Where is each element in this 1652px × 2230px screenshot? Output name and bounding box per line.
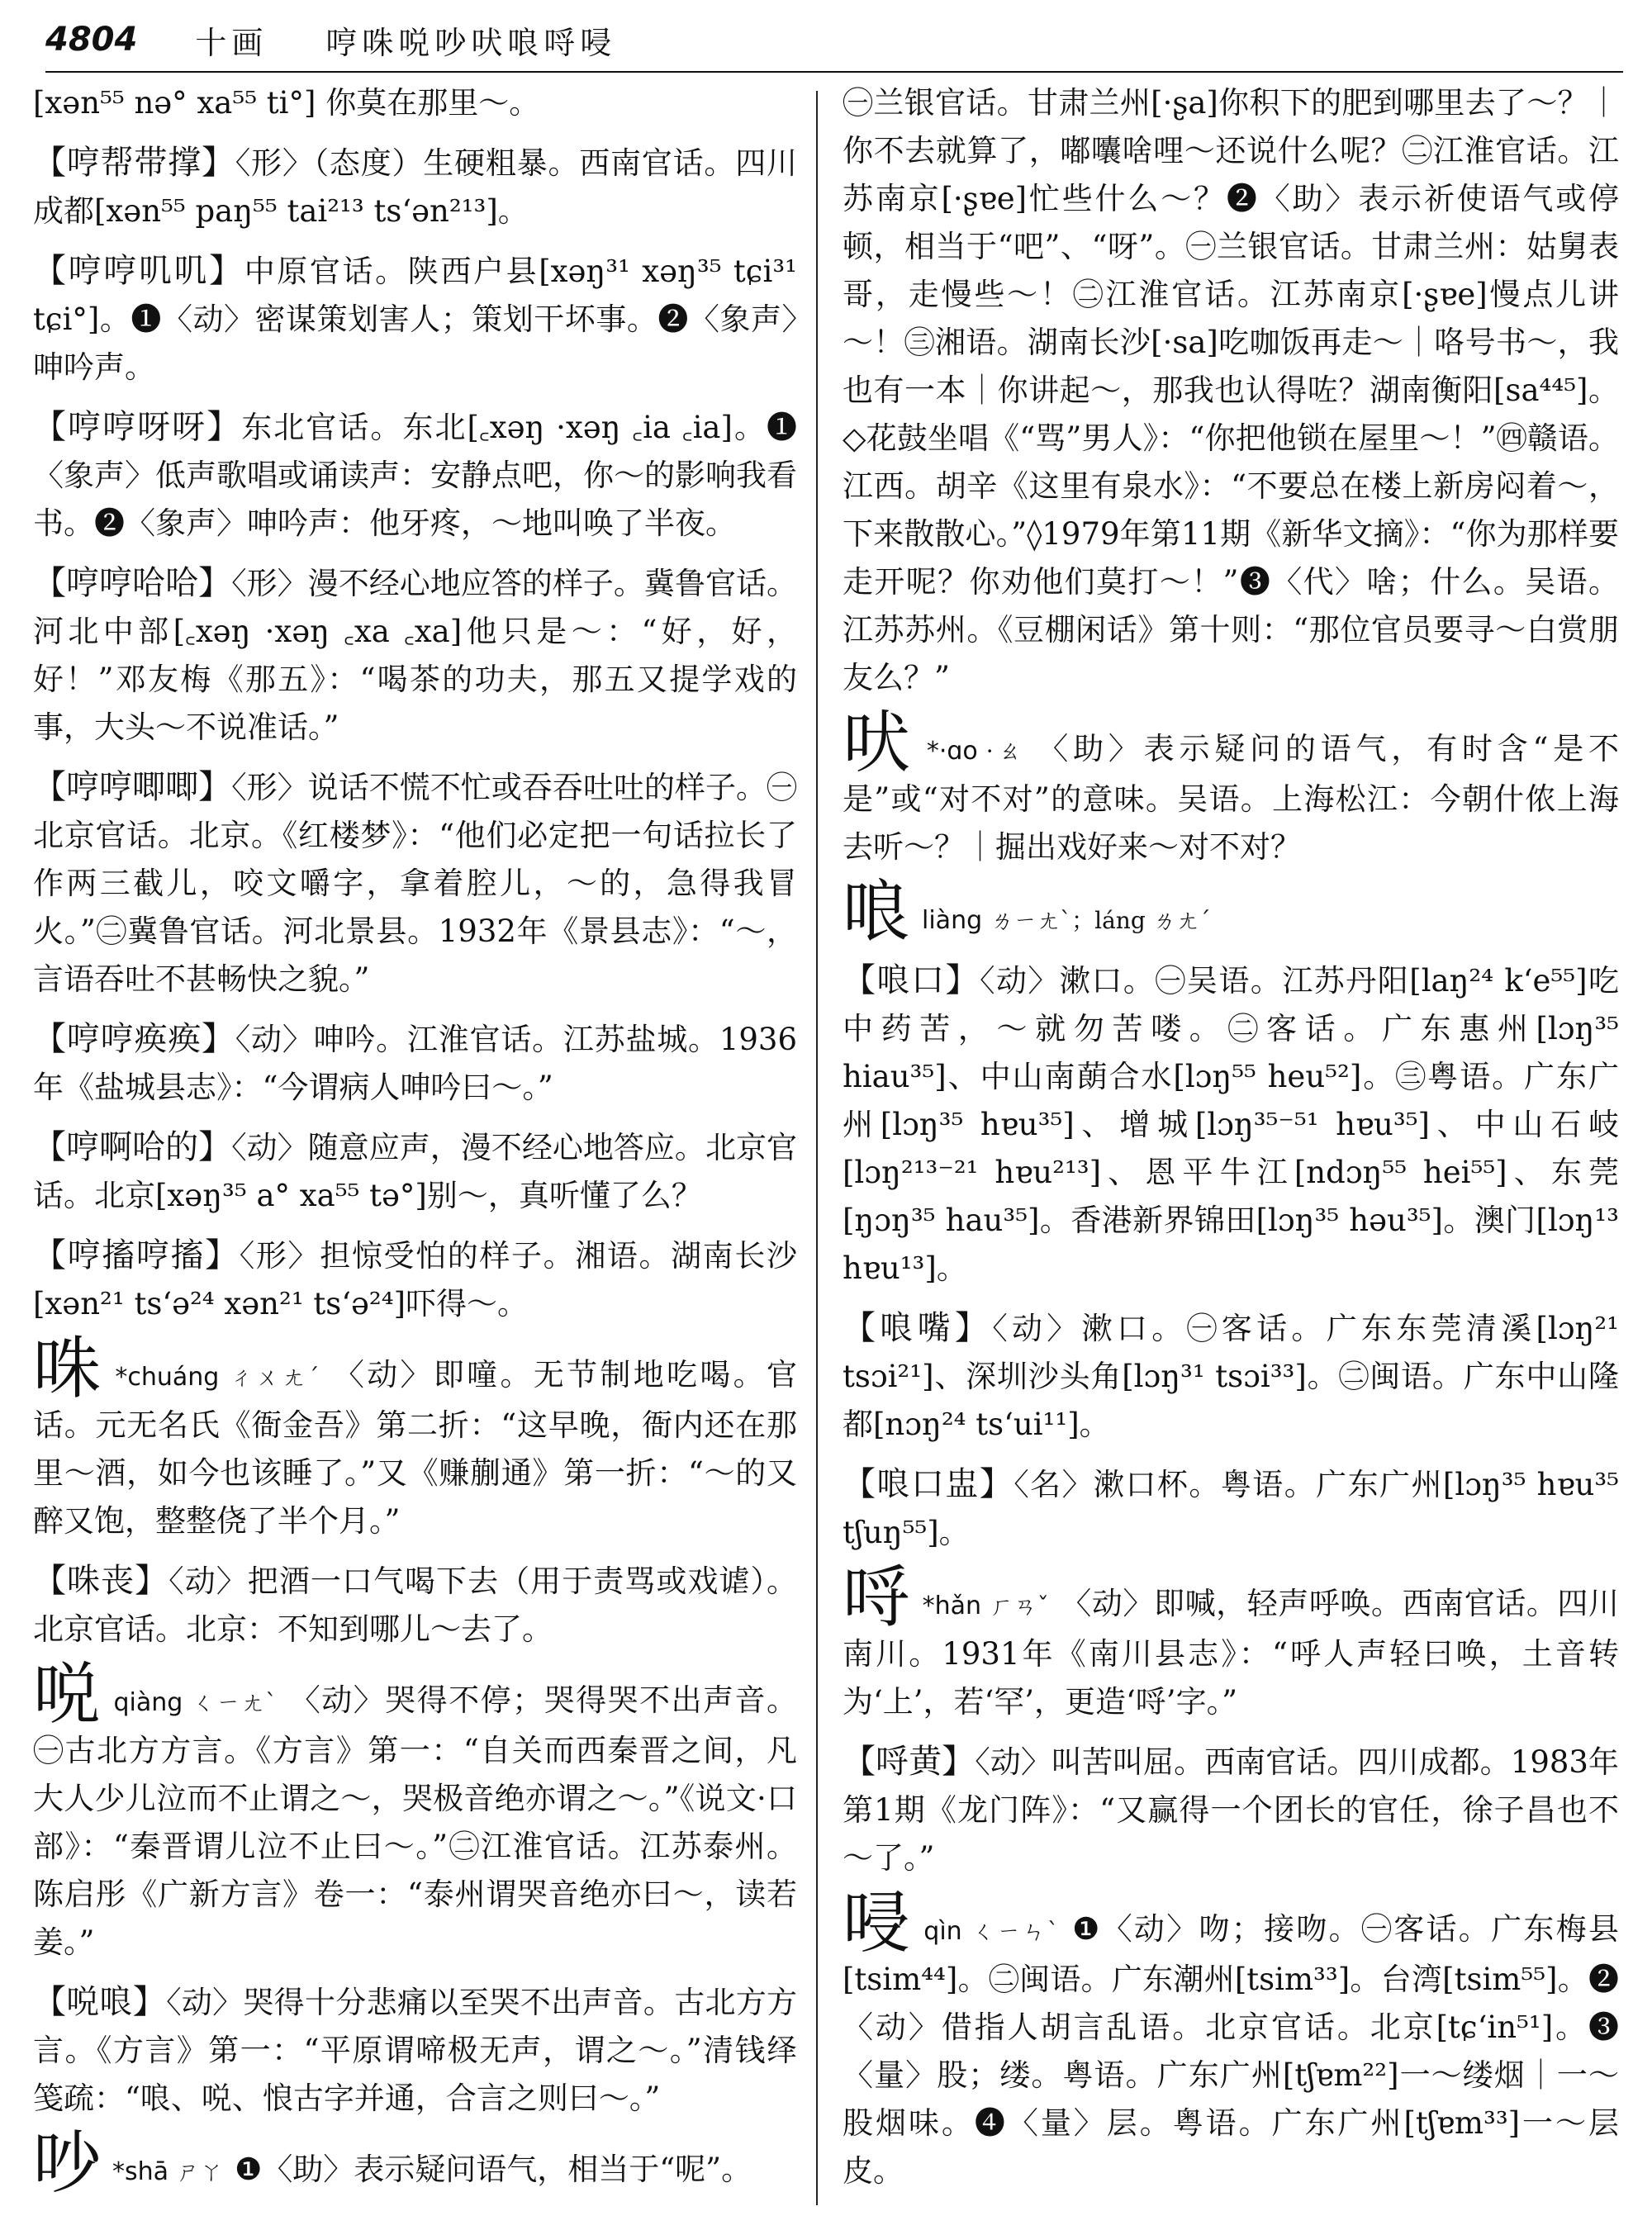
header-rule [45,71,1623,73]
pinyin: qìn [923,1917,962,1946]
left-column [33,79,797,2218]
character-entry [843,873,1619,951]
entry-headword: 【哴嘴】 [843,1309,993,1347]
definition-text: 中原官话。陕西户县[xəŋ³¹ xəŋ³⁵ tɕi³¹ tɕi°]。❶〈动〉密谋策划害人；策划干坏事。❷〈象声〉呻吟声。 [33,254,797,385]
definition-text: 〈动〉叫苦叫屈。西南官话。四川成都。1983年第1期《龙门阵》：“又赢得一个团长的官任，徐子昌也不～了。” [843,1744,1619,1876]
bopomofo: ㄑㄧㄣˋ [970,1918,1061,1945]
entry-headword: 【哼哼呀呀】 [33,408,242,446]
word-entry [33,1123,797,1220]
continued-text: [xən⁵⁵ nə° xa⁵⁵ ti°] 你莫在那里～。 [33,85,540,121]
definition-text: 〈动〉即噇。无节制地吃喝。官话。元无名氏《衙金吾》第二折：“这早晚，衙内还在那里～酒，如今也该睡了。”又《赚蒯通》第一折：“～的又醉又饱，整整侥了半个月。” [33,1357,797,1539]
column-divider [816,91,818,2205]
definition-text: 〈形〉（态度）生硬粗暴。西南官话。四川成都[xən⁵⁵ paŋ⁵⁵ tai²¹³ ts‘ən²¹³]。 [33,145,797,229]
character-entry [33,1655,797,1967]
definition-text: 〈形〉说话不慌不忙或吞吞吐吐的样子。㊀北京官话。北京。《红楼梦》：“他们必定把一句话拉长了作两三截儿，咬文嚼字，拿着腔儿，～的，急得我冒火。”㊁冀鲁官话。河北景县。1932年《景县志》：“～，言语吞吐不甚畅快之貌。” [33,770,797,997]
headword-character: 哷 [843,1559,911,1637]
entry-headword: 【哴口】 [843,961,980,999]
header-chars: 哼咮哾吵吠哴哷唚 [325,24,617,61]
bopomofo: ㄑㄧㄤˋ [191,1689,278,1716]
word-entry [843,1738,1619,1882]
pinyin: qiàng [113,1688,183,1717]
word-entry [843,956,1619,1293]
entry-headword: 【哼哼哈哈】 [33,564,232,602]
headword-character: 哾 [33,1655,102,1734]
entry-headword: 【哼啊哈的】 [33,1128,232,1166]
word-entry [33,247,797,391]
character-entry [33,2124,797,2203]
definition-text: 〈形〉漫不经心地应答的样子。冀鲁官话。河北中部[꜀xəŋ ·xəŋ ꜀xa ꜀xa]他只是～：“好，好，好！”邓友梅《那五》：“喝茶的功夫，那五又提学戏的事，大头～不说准话。” [33,566,797,745]
entry-headword: 【哼哼痪痪】 [33,1020,235,1058]
word-entry [843,1304,1619,1449]
word-entry [33,1231,797,1328]
character-entry [843,1884,1619,2195]
bopomofo: ㄕㄚ [177,2158,224,2185]
definition-text: 〈动〉呻吟。江淮官话。江苏盐城。1936年《盐城县志》：“今谓病人呻吟曰～。” [33,1022,797,1105]
entry-headword: 【咮丧】 [33,1562,169,1600]
word-entry [33,1557,797,1654]
entry-headword: 【哼搐哼搐】 [33,1236,240,1274]
entry-headword: 【哼帮带撑】 [33,144,235,182]
page-header [45,15,1615,64]
word-entry [33,763,797,1004]
word-entry [33,139,797,235]
definition-text: ❶〈助〉表示疑问语气，相当于“呢”。 [235,2152,752,2187]
word-entry [33,1978,797,2123]
definition-text: 〈动〉漱口。㊀客话。广东东莞清溪[lɔŋ²¹ tsɔi²¹]、深圳沙头角[lɔŋ³¹ tsɔi³³]。㊁闽语。广东中山隆都[nɔŋ²⁴ ts‘ui¹¹]。 [843,1311,1619,1442]
entry-headword: 【哼哼唧唧】 [33,768,232,806]
definition-text: 〈动〉把酒一口气喝下去（用于责骂或戏谑）。北京官话。北京：不知到哪儿～去了。 [33,1563,797,1647]
entry-headword: 【哷黄】 [843,1743,976,1781]
definition-text: 〈助〉表示疑问的语气，有时含“是不是”或“对不对”的意味。吴语。上海松江：今朝什侬上海去听～？｜掘出戏好来～对不对？ [843,731,1619,865]
definition-text: 〈动〉哭得十分悲痛以至哭不出声音。古北方方言。《方言》第一：“平原谓啼极无声，谓之～。”清钱绎笺疏：“哴、哾、悢古字并通，合言之则曰～。” [33,1985,797,2116]
continued-text: ㊀兰银官话。甘肃兰州[·ʂa]你积下的肥到哪里去了～？｜你不去就算了，嘟囔啥哩～还说什么呢？㊁江淮官话。江苏南京[·ʂɐe]忙些什么～？❷〈助〉表示祈使语气或停顿，相当于“吧”、“呀”。㊀兰银官话。甘肃兰州：姑舅表哥，走慢些～！㊁江淮官话。江苏南京[·ʂɐe]慢点儿讲～！㊂湘语。湖南长沙[·sa]吃咖饭再走～｜咯号书～，我也有一本｜你讲起～，那我也认得咗？湖南衡阳[sa⁴⁴⁵]。◇花鼓坐唱《“骂”男人》：“你把他锁在屋里～！”㊃赣语。江西。胡辛《这里有泉水》：“不要总在楼上新房闷着～，下来散散心。”◊1979年第11期《新华文摘》：“你为那样要走开呢？你劝他们莫打～！”❸〈代〉啥；什么。吴语。江苏苏州。《豆棚闲话》第十则：“那位官员要寻～白赏朋友么？” [843,85,1619,695]
bopomofo: ㄏㄢˇ [990,1592,1050,1620]
word-entry [33,559,797,752]
definition-text: 〈名〉漱口杯。粤语。广东广州[lɔŋ³⁵ hɐu³⁵ tʃuŋ⁵⁵]。 [843,1467,1619,1550]
headword-character: 哴 [843,873,911,951]
definition-text: 〈动〉随意应声，漫不经心地答应。北京官话。北京[xəŋ³⁵ a° xa⁵⁵ tə°]别～，真听懂了么？ [33,1130,797,1213]
headword-character: 咮 [33,1330,104,1408]
character-entry [843,1559,1619,1726]
definition-text: 〈动〉漱口。㊀吴语。江苏丹阳[laŋ²⁴ k‘e⁵⁵]吃中药苦，～就勿苦喽。㊁客话。广东惠州[lɔŋ³⁵ hiau³⁵]、中山南蓢合水[lɔŋ⁵⁵ heu⁵²]。㊂粤语。广东广州[lɔŋ³⁵ hɐu³⁵]、增城[lɔŋ³⁵⁻⁵¹ hɐu³⁵]、中山石岐[lɔŋ²¹³⁻²¹ hɐu²¹³]、恩平牛江[ndɔŋ⁵⁵ hei⁵⁵]、东莞[ŋɔŋ³⁵ hau³⁵]。香港新界锦田[lɔŋ³⁵ həu³⁵]。澳门[lɔŋ¹³ hɐu¹³]。 [843,963,1619,1286]
pinyin: *shā [112,2157,169,2186]
headword-character: 唚 [843,1884,913,1962]
pinyin: *chuáng [115,1363,220,1392]
definition-text: 〈形〉担惊受怕的样子。湘语。湖南长沙[xən²¹ ts‘ə²⁴ xən²¹ ts‘ə²⁴]吓得～。 [33,1238,797,1321]
definition-text: 〈动〉哭得不停；哭得哭不出声音。㊀古北方方言。《方言》第一：“自关而西秦晋之间，凡大人少儿泣而不止谓之～，哭极音绝亦谓之～。”《说文·口部》：“秦晋谓儿泣不止曰～。”㊁江淮官话。江苏泰州。陈启彤《广新方言》卷一：“泰州谓哭音绝亦曰～，读若姜。” [33,1682,797,1960]
bopomofo: ·ㄠ [985,738,1027,765]
right-column [843,79,1619,2218]
pinyin: liàng [922,906,983,935]
definition-text: 〈动〉即喊，轻声呼唤。西南官话。四川南川。1931年《南川县志》：“呼人声轻曰唤，土音转为‘上’，若‘罕’，更造‘哷’字。” [843,1586,1619,1720]
word-entry [33,1015,797,1112]
bopomofo: ㄌㄧㄤˋ；láng ㄌㄤˊ [990,907,1211,934]
word-entry [843,1460,1619,1557]
section-label: 十画 [195,24,268,61]
character-entry [33,1330,797,1545]
pinyin: *·ɑo [926,737,978,766]
bopomofo: ㄔㄨㄤˊ [227,1364,322,1391]
headword-character: 吵 [33,2124,102,2203]
page-number: 4804 [45,21,138,59]
headword-character: 吠 [843,704,915,782]
entry-headword: 【哾哴】 [33,1983,167,2021]
definition-text: 东北官话。东北[꜀xəŋ ·xəŋ ꜀ia ꜀ia]。❶〈象声〉低声歌唱或诵读声：安静点吧，你～的影响我看书。❷〈象声〉呻吟声：他牙疼，～地叫唤了半夜。 [33,410,797,541]
pinyin: *hǎn [922,1592,981,1620]
entry-headword: 【哼哼叽叽】 [33,252,244,290]
word-entry [33,403,797,548]
definition-text: ❶〈动〉吻；接吻。㊀客话。广东梅县[tsim⁴⁴]。㊁闽语。广东潮州[tsim³³]。台湾[tsim⁵⁵]。❷〈动〉借指人胡言乱语。北京官话。北京[tɕ‘in⁵¹]。❸〈量〉股；缕。粤语。广东广州[tʃɐm²²]一～缕烟｜一～股烟味。❹〈量〉层。粤语。广东广州[tʃɐm³³]一～层皮。 [843,1911,1619,2189]
character-entry [843,704,1619,871]
entry-headword: 【哴口盅】 [843,1465,1014,1503]
